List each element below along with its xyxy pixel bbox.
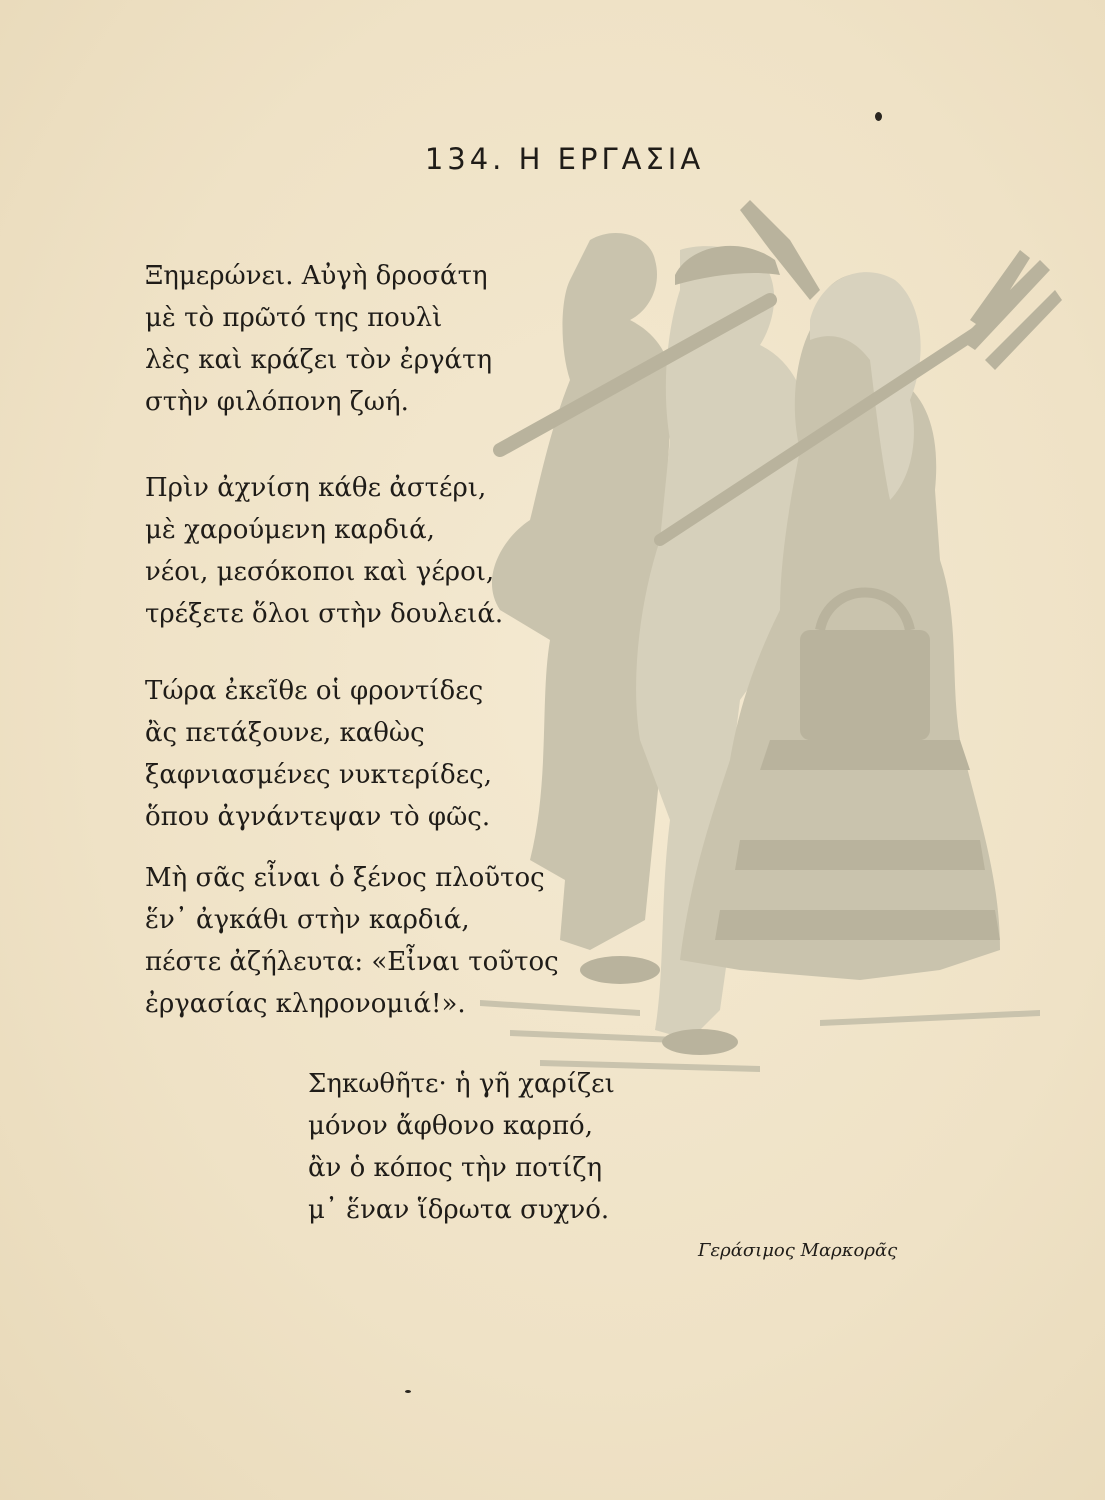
stanza-4 xyxy=(145,857,559,1025)
basket xyxy=(800,630,930,740)
stanza-line: ἕν᾽ ἀγκάθι στὴν καρδιά, xyxy=(145,905,470,935)
stanza-line: ἂν ὁ κόπος τὴν ποτίζη xyxy=(308,1153,603,1183)
stanza-line: νέοι, μεσόκοποι καὶ γέροι, xyxy=(145,557,495,587)
stanza-line: ξαφνιασμένες νυκτερίδες, xyxy=(145,760,493,790)
stanza-line: ἐργασίας κληρονομιά!». xyxy=(145,989,466,1019)
stanza-line: Πρὶν ἀχνίση κάθε ἀστέρι, xyxy=(145,473,487,503)
stanza-2 xyxy=(145,467,503,635)
stanza-line: ἂς πετάξουνε, καθὼς xyxy=(145,718,425,748)
stanza-line: Μὴ σᾶς εἶναι ὁ ξένος πλοῦτος xyxy=(145,863,545,893)
stanza-line: μ᾽ ἕναν ἵδρωτα συχνό. xyxy=(308,1195,610,1225)
stanza-1 xyxy=(145,255,492,423)
stanza-line: μὲ τὸ πρῶτό της πουλὶ xyxy=(145,303,443,333)
stanza-line: τρέξετε ὅλοι στὴν δουλειά. xyxy=(145,599,504,629)
stanza-line: Σηκωθῆτε· ἡ γῆ χαρίζει xyxy=(308,1069,615,1099)
ink-speck xyxy=(875,112,882,121)
stanza-line: ὅπου ἀγνάντεψαν τὸ φῶς. xyxy=(145,802,491,832)
stanza-line: πέστε ἀζήλευτα: «Εἶναι τοῦτος xyxy=(145,947,559,977)
stanza-5 xyxy=(308,1063,615,1231)
stanza-line: Τώρα ἐκεῖθε οἱ φροντίδες xyxy=(145,676,484,706)
author-signature: Γεράσιμος Μαρκορᾶς xyxy=(698,1240,898,1261)
stanza-line: λὲς καὶ κράζει τὸν ἐργάτη xyxy=(145,345,493,375)
stanza-line: Ξημερώνει. Αὐγὴ δροσάτη xyxy=(145,261,488,291)
pitchfork-tines xyxy=(960,250,1062,370)
ink-speck xyxy=(405,1390,411,1393)
poem-title: 134. Η ΕΡΓΑΣΙΑ xyxy=(424,142,705,176)
stanza-line: μὲ χαρούμενη καρδιά, xyxy=(145,515,435,545)
stanza-line: μόνον ἄφθονο καρπό, xyxy=(308,1111,593,1141)
stanza-3 xyxy=(145,670,492,838)
stanza-line: στὴν φιλόπονη ζωή. xyxy=(145,387,409,417)
ground-lines xyxy=(480,1000,1040,1072)
